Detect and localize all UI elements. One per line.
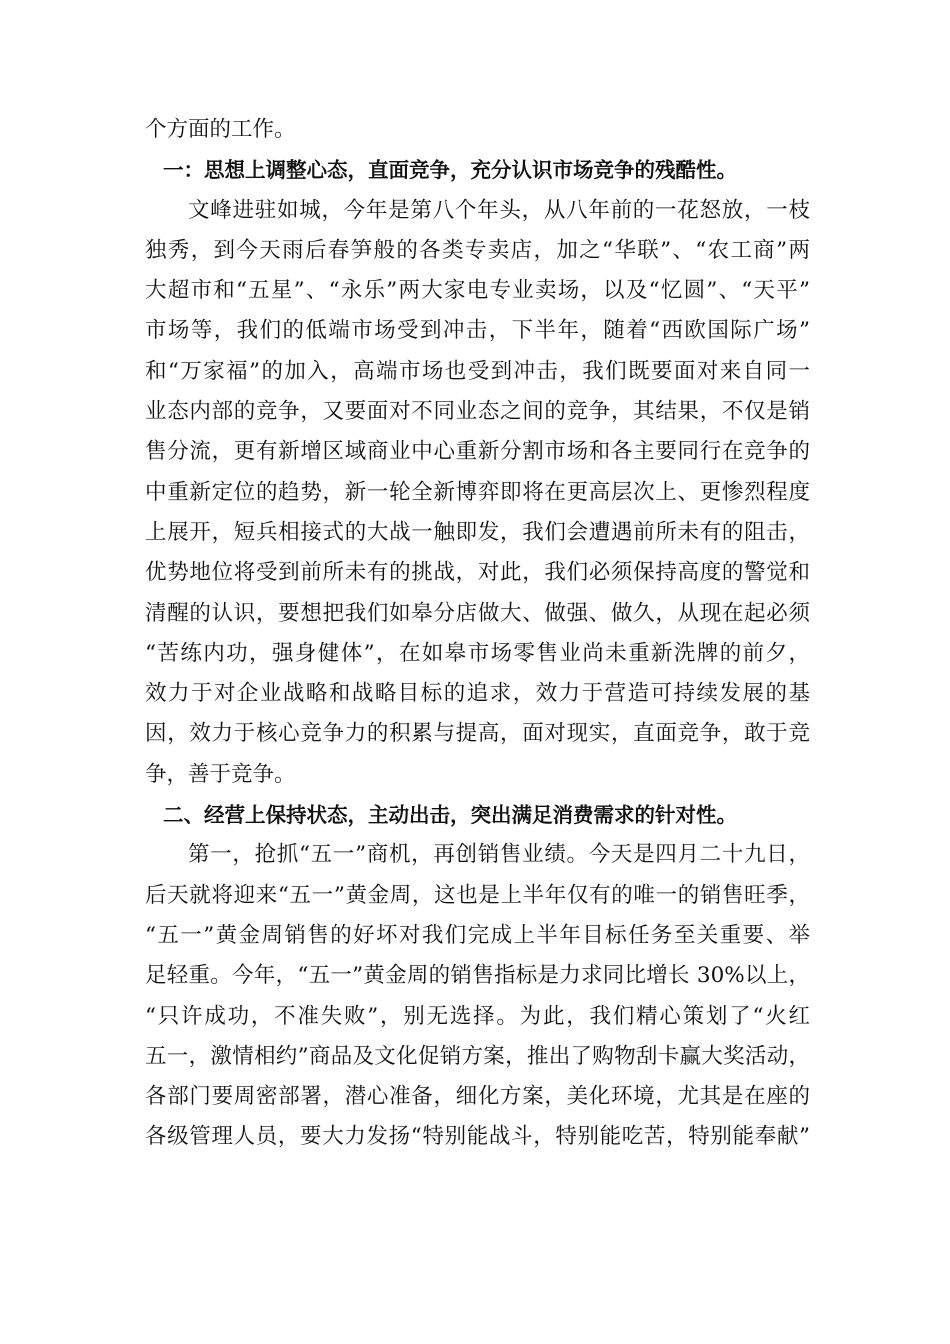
text-line: 文峰进驻如城，今年是第八个年头，从八年前的一花怒放，一枝: [188, 197, 810, 223]
document-body: [145, 110, 810, 1158]
text-line: 大超市和“五星”、“永乐”两大家电专业卖场，以及“忆圆”、“天平”: [145, 278, 810, 304]
text-line: 个方面的工作。: [145, 117, 296, 142]
text-line: 市场等，我们的低端市场受到冲击，下半年，随着“西欧国际广场”: [145, 318, 810, 344]
text-line: “只许成功，不准失败”，别无选择。为此，我们精心策划了“火红: [145, 1003, 810, 1029]
text-line: 优势地位将受到前所未有的挑战，对此，我们必须保持高度的警觉和: [145, 560, 810, 586]
text-line: 中重新定位的趋势，新一轮全新博弈即将在更高层次上、更惨烈程度: [145, 479, 810, 505]
text-line: 效力于对企业战略和战略目标的追求，效力于营造可持续发展的基: [145, 681, 810, 707]
text-line: 五一，激情相约”商品及文化促销方案，推出了购物刮卡赢大奖活动，: [145, 1043, 810, 1069]
text-line: 因，效力于核心竞争力的积累与提高，面对现实，直面竞争，敢于竞: [145, 721, 810, 747]
section-heading-2: 二、经营上保持状态，主动出击，突出满足消费需求的针对性。: [163, 803, 737, 828]
text-line: “苦练内功，强身健体”，在如皋市场零售业尚未重新洗牌的前夕，: [145, 640, 810, 666]
text-line: 足轻重。今年，“五一”黄金周的销售指标是力求同比增长 30%以上，: [145, 963, 810, 989]
text-line: 上展开，短兵相接式的大战一触即发，我们会遭遇前所未有的阻击，: [145, 519, 810, 545]
text-line: 清醒的认识，要想把我们如皋分店做大、做强、做久，从现在起必须: [145, 600, 810, 626]
text-line: 业态内部的竞争，又要面对不同业态之间的竞争，其结果，不仅是销: [145, 399, 810, 425]
text-line: 各部门要周密部署，潜心准备，细化方案，美化环境，尤其是在座的: [145, 1084, 810, 1110]
text-line: 售分流，更有新增区域商业中心重新分割市场和各主要同行在竞争的: [145, 439, 810, 465]
section-heading-1: 一：思想上调整心态，直面竞争，充分认识市场竞争的残酷性。: [163, 158, 737, 183]
text-line: 独秀，到今天雨后春笋般的各类专卖店，加之“华联”、“农工商”两: [145, 237, 810, 263]
text-line: 第一，抢抓“五一”商机，再创销售业绩。今天是四月二十九日，: [188, 842, 810, 868]
text-line: 和“万家福”的加入，高端市场也受到冲击，我们既要面对来自同一: [145, 358, 810, 384]
text-line: 各级管理人员，要大力发扬“特别能战斗，特别能吃苦，特别能奉献”: [145, 1124, 810, 1150]
text-line: 争，善于竞争。: [145, 761, 296, 787]
text-line: 后天就将迎来“五一”黄金周，这也是上半年仅有的唯一的销售旺季，: [145, 882, 810, 908]
text-line: “五一”黄金周销售的好坏对我们完成上半年目标任务至关重要、举: [145, 922, 810, 948]
